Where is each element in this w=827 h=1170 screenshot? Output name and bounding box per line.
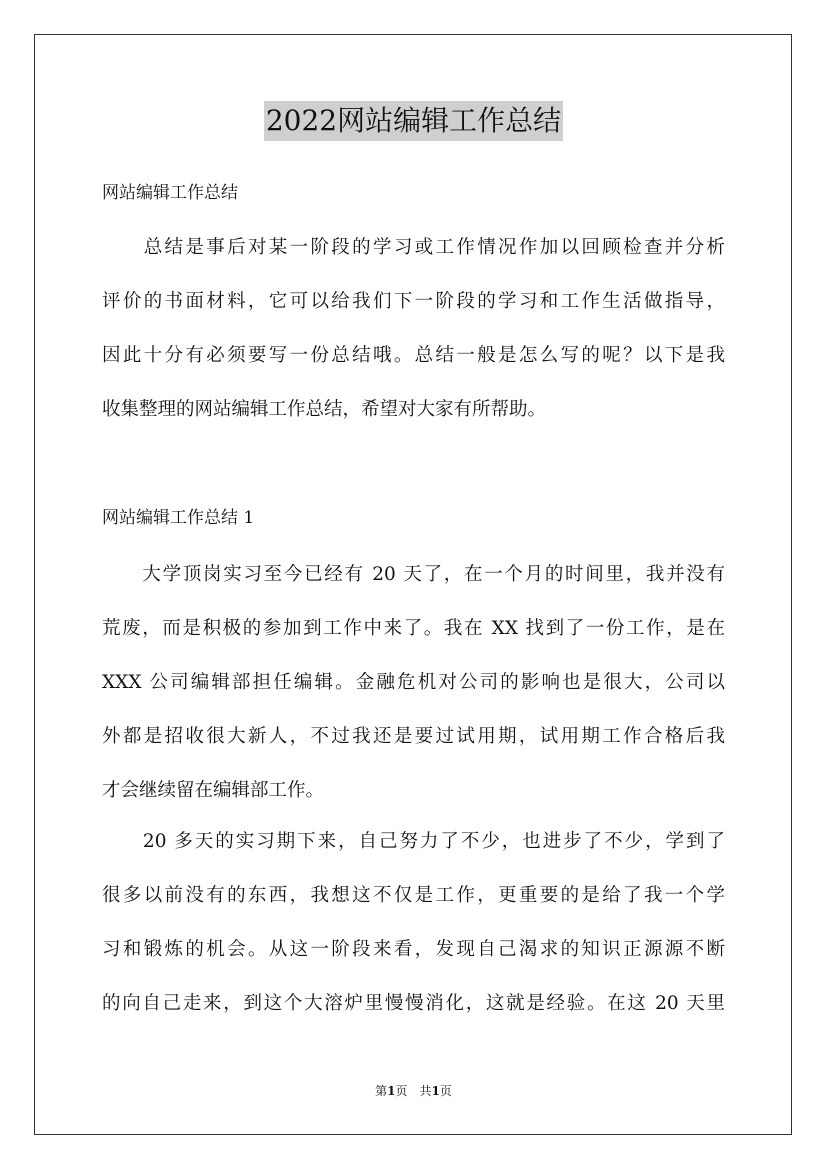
footer-suffix: 页 — [439, 1084, 452, 1098]
footer-page-total: 1 — [431, 1084, 440, 1098]
text-line: 习和锻炼的机会。从这一阶段来看，发现自己渴求的知识正源源不断 — [102, 939, 725, 960]
text-line: XXX 公司编辑部担任编辑。金融危机对公司的影响也是很大，公司以 — [102, 672, 725, 693]
text-line: 外都是招收很大新人，不过我还是要过试用期，试用期工作合格后我 — [102, 726, 725, 747]
section-heading: 网站编辑工作总结 — [102, 183, 238, 203]
text-line: 大学顶岗实习至今已经有 20 天了，在一个月的时间里，我并没有 — [102, 564, 725, 585]
page-footer — [0, 1083, 827, 1099]
intro-paragraph — [102, 221, 725, 437]
paragraph-2 — [102, 815, 725, 1031]
footer-prefix: 第 — [375, 1084, 388, 1098]
text-line: 总结是事后对某一阶段的学习或工作情况作加以回顾检查并分析 — [102, 237, 725, 258]
text-line: 很多以前没有的东西，我想这不仅是工作，更重要的是给了我一个学 — [102, 885, 725, 906]
paragraph-1 — [102, 548, 725, 818]
text-line: 20 多天的实习期下来，自己努力了不少，也进步了不少，学到了 — [102, 831, 725, 852]
text-line: 才会继续留在编辑部工作。 — [102, 780, 325, 801]
text-line: 的向自己走来，到这个大溶炉里慢慢消化，这就是经验。在这 20 天里 — [102, 993, 725, 1014]
document-title: 2022网站编辑工作总结 — [264, 101, 563, 141]
text-line: 评价的书面材料，它可以给我们下一阶段的学习和工作生活做指导， — [102, 291, 725, 312]
title-container — [0, 101, 827, 141]
text-line: 因此十分有必须要写一份总结哦。总结一般是怎么写的呢？以下是我 — [102, 345, 725, 366]
text-line: 收集整理的网站编辑工作总结，希望对大家有所帮助。 — [102, 399, 547, 420]
text-line: 荒废，而是积极的参加到工作中来了。我在 XX 找到了一份工作，是在 — [102, 618, 725, 639]
footer-mid: 页 共 — [395, 1084, 432, 1098]
subheading: 网站编辑工作总结 1 — [102, 508, 255, 528]
footer-page-current: 1 — [387, 1084, 396, 1098]
